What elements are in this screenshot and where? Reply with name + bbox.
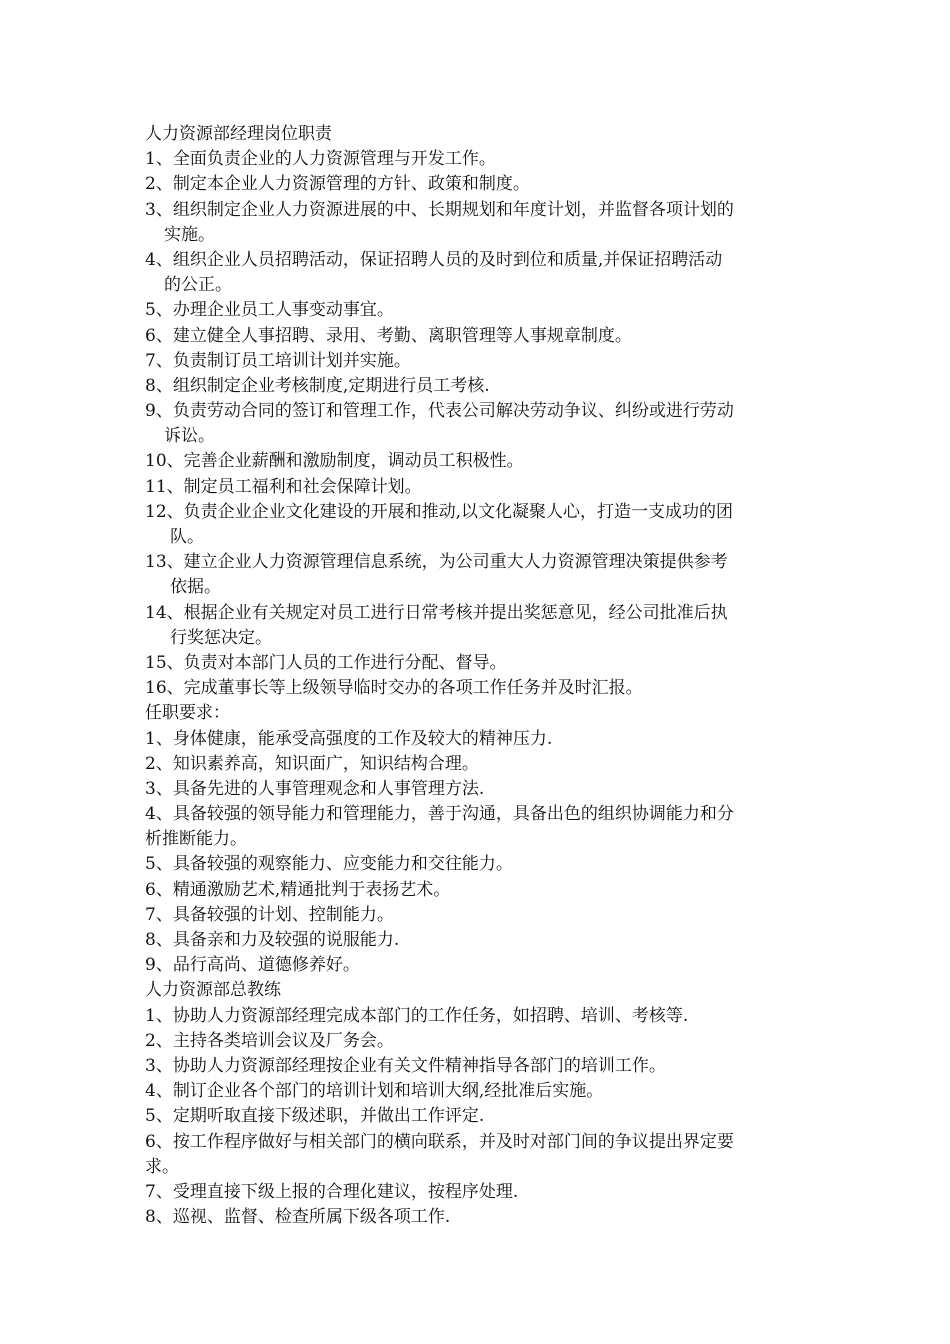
document-page [145,122,815,1230]
duty-line: 5、办理企业员工人事变动事宜。 [145,300,394,321]
duty-line: 3、组织制定企业人力资源进展的中、长期规划和年度计划，并监督各项计划的 [145,199,734,220]
duty-line: 6、建立健全人事招聘、录用、考勤、离职管理等人事规章制度。 [145,325,632,346]
requirement-line-continued: 析推断能力。 [145,829,247,850]
trainer-duty-line: 4、制订企业各个部门的培训计划和培训大纲,经批准后实施。 [145,1081,604,1102]
duty-line: 13、建立企业人力资源管理信息系统，为公司重大人力资源管理决策提供参考 [145,552,728,573]
duty-line: 2、制定本企业人力资源管理的方针、政策和制度。 [145,174,530,195]
duty-line-continued: 队。 [170,527,204,547]
duty-line: 12、负责企业企业文化建设的开展和推动,以文化凝聚人心，打造一支成功的团 [145,501,734,522]
duty-line: 7、负责制订员工培训计划并实施。 [145,350,411,371]
requirement-line: 3、具备先进的人事管理观念和人事管理方法. [145,778,485,799]
duty-line-continued: 行奖惩决定。 [170,627,272,648]
requirement-line: 1、身体健康，能承受高强度的工作及较大的精神压力. [145,728,553,749]
section-title-manager-duties: 人力资源部经理岗位职责 [145,124,332,144]
duty-line: 14、根据企业有关规定对员工进行日常考核并提出奖惩意见，经公司批准后执 [145,602,728,623]
trainer-duty-line-continued: 求。 [145,1156,179,1177]
duty-line: 10、完善企业薪酬和激励制度，调动员工积极性。 [145,451,524,472]
duty-line: 9、负责劳动合同的签订和管理工作，代表公司解决劳动争议、纠纷或进行劳动 [145,401,734,422]
trainer-duty-line: 1、协助人力资源部经理完成本部门的工作任务，如招聘、培训、考核等. [145,1005,689,1026]
requirement-line: 8、具备亲和力及较强的说服能力. [145,930,400,950]
section-title-requirements: 任职要求： [145,703,230,724]
duty-line-continued: 依据。 [170,577,221,598]
trainer-duty-line: 5、定期听取直接下级述职，并做出工作评定. [145,1106,485,1127]
duty-line-continued: 实施。 [164,224,215,245]
trainer-duty-line: 3、协助人力资源部经理按企业有关文件精神指导各部门的培训工作。 [145,1055,666,1076]
trainer-duty-line: 7、受理直接下级上报的合理化建议，按程序处理. [145,1181,519,1202]
requirement-line: 9、品行高尚、道德修养好。 [145,955,360,976]
requirement-line: 7、具备较强的计划、控制能力。 [145,904,394,925]
section-title-chief-trainer: 人力资源部总教练 [145,980,281,1001]
requirement-line: 5、具备较强的观察能力、应变能力和交往能力。 [145,854,513,875]
trainer-duty-line: 8、巡视、监督、检查所属下级各项工作. [145,1207,451,1228]
duty-line: 16、完成董事长等上级领导临时交办的各项工作任务并及时汇报。 [145,678,643,699]
duty-line: 8、组织制定企业考核制度,定期进行员工考核. [145,375,490,396]
requirement-line: 4、具备较强的领导能力和管理能力，善于沟通，具备出色的组织协调能力和分 [145,804,734,825]
duty-line: 1、全面负责企业的人力资源管理与开发工作。 [145,149,496,170]
duty-line: 15、负责对本部门人员的工作进行分配、督导。 [145,652,507,673]
duty-line-continued: 的公正。 [164,275,232,296]
duty-line: 11、制定员工福利和社会保障计划。 [145,476,422,497]
duty-line-continued: 诉讼。 [164,426,215,447]
requirement-line: 6、精通激励艺术,精通批判于表扬艺术。 [145,879,451,900]
trainer-duty-line: 2、主持各类培训会议及厂务会。 [145,1030,394,1051]
duty-line: 4、组织企业人员招聘活动，保证招聘人员的及时到位和质量,并保证招聘活动 [145,249,723,270]
requirement-line: 2、知识素养高，知识面广，知识结构合理。 [145,753,479,774]
trainer-duty-line: 6、按工作程序做好与相关部门的横向联系，并及时对部门间的争议提出界定要 [145,1131,734,1152]
